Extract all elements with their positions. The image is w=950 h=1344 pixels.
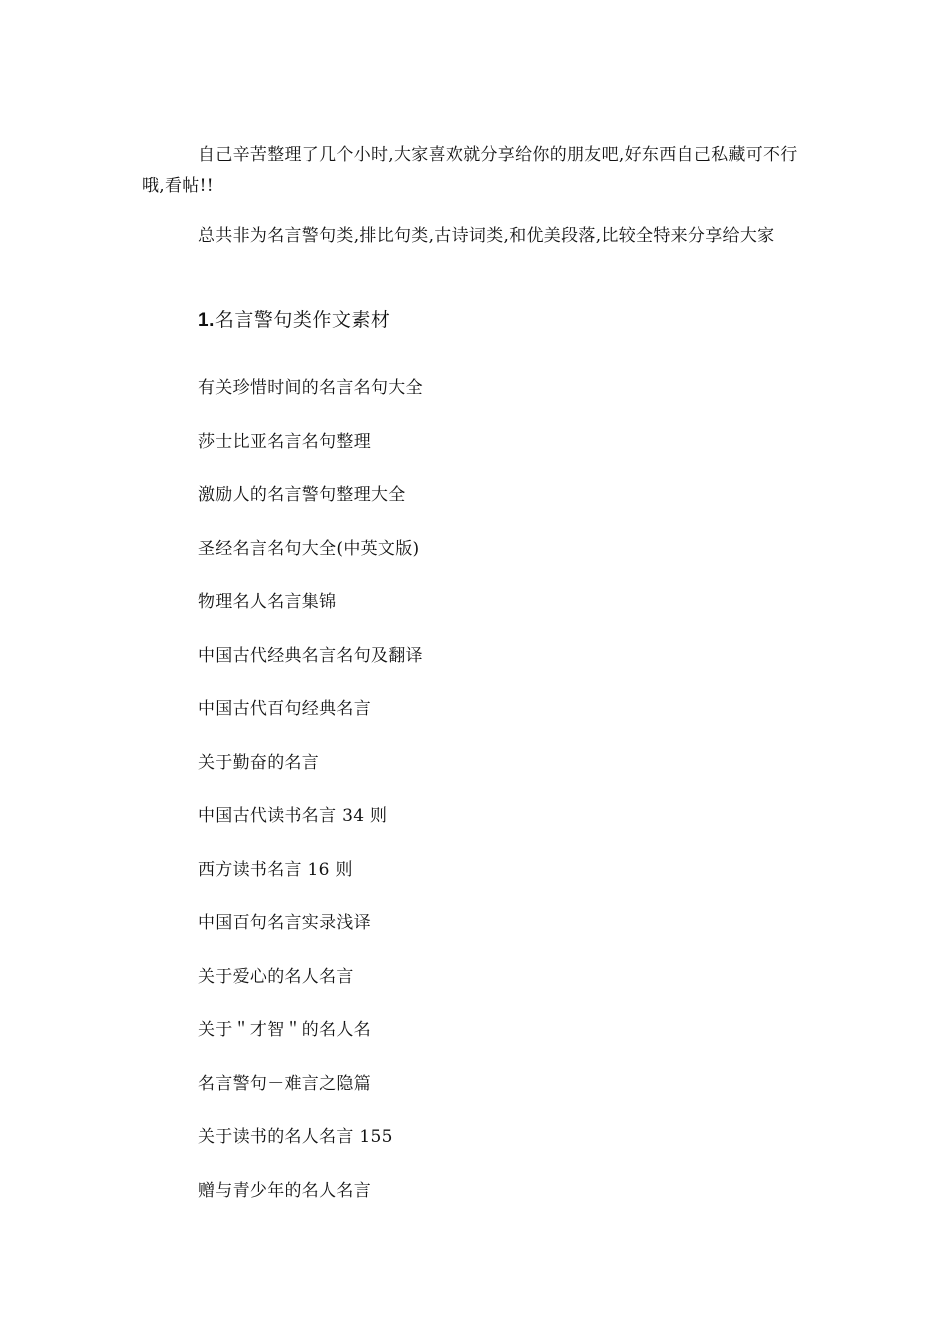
topic-list: [198, 372, 423, 1228]
summary-paragraph: 总共非为名言警句类,排比句类,古诗词类,和优美段落,比较全特来分享给大家: [198, 226, 775, 246]
section-number: 1.: [198, 310, 215, 331]
list-item: 关于爱心的名人名言: [198, 966, 354, 987]
section-heading: [198, 305, 390, 332]
list-item: 名言警句－难言之隐篇: [198, 1073, 371, 1094]
section-title: 名言警句类作文素材: [214, 309, 391, 331]
list-item: 关于勤奋的名言: [198, 752, 320, 773]
list-item: 物理名人名言集锦: [198, 592, 337, 612]
list-item: 有关珍惜时间的名言名句大全: [198, 378, 423, 398]
list-item: 关于＂才智＂的名人名: [198, 1020, 371, 1040]
list-item: 中国古代读书名言 34 则: [198, 806, 388, 826]
list-item: 激励人的名言警句整理大全: [198, 485, 406, 505]
list-item: 西方读书名言 16 则: [198, 859, 353, 880]
list-item: 中国百句名言实录浅译: [198, 913, 371, 933]
list-item: 圣经名言名句大全(中英文版): [198, 538, 420, 559]
list-item: 关于读书的名人名言 155: [198, 1127, 393, 1147]
list-item: 中国古代经典名言名句及翻译: [198, 645, 423, 666]
list-item: 赠与青少年的名人名言: [198, 1180, 371, 1201]
intro-paragraph: 自己辛苦整理了几个小时,大家喜欢就分享给你的朋友吧,好东西自己私藏可不行哦,看帖!!: [142, 145, 798, 196]
list-item: 莎士比亚名言名句整理: [198, 431, 371, 452]
list-item: 中国古代百句经典名言: [198, 699, 371, 719]
